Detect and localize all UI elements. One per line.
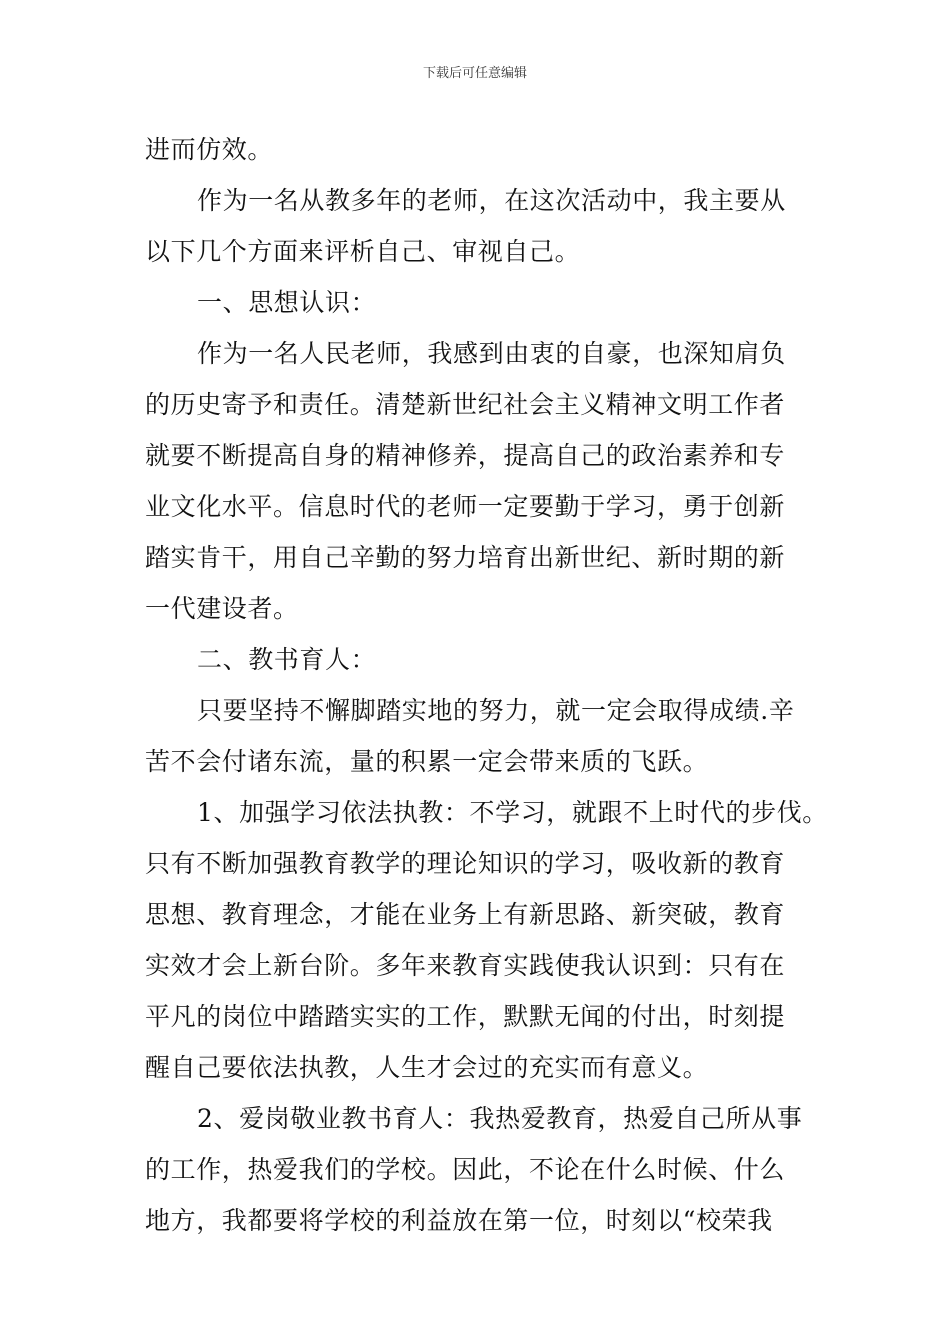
section-heading-thought: 一、思想认识：: [197, 288, 377, 317]
document-body: [145, 124, 828, 1246]
paragraph-start-line: 作为一名从教多年的老师，在这次活动中，我主要从: [197, 186, 786, 215]
text-line: 进而仿效。: [145, 135, 274, 164]
section-heading-teaching: 二、教书育人：: [197, 645, 377, 674]
paragraph-start-line: 只要坚持不懈脚踏实地的努力，就一定会取得成绩.辛: [197, 696, 795, 725]
text-line: 实效才会上新台阶。多年来教育实践使我认识到：只有在: [145, 951, 786, 980]
paragraph-start-line: 1、加强学习依法执教：不学习，就跟不上时代的步伐。: [197, 798, 828, 827]
text-line: 的工作，热爱我们的学校。因此，不论在什么时候、什么: [145, 1155, 786, 1184]
text-line: 的历史寄予和责任。清楚新世纪社会主义精神文明工作者: [145, 390, 786, 419]
text-line: 踏实肯干，用自己辛勤的努力培育出新世纪、新时期的新: [145, 543, 786, 572]
text-line: 思想、教育理念，才能在业务上有新思路、新突破，教育: [145, 900, 786, 929]
page-header: 下载后可任意编辑: [422, 66, 527, 81]
text-line: 以下几个方面来评析自己、审视自己。: [145, 237, 581, 266]
text-line: 业文化水平。信息时代的老师一定要勤于学习，勇于创新: [145, 492, 786, 521]
paragraph-start-line: 2、爱岗敬业教书育人：我热爱教育，热爱自己所从事: [197, 1104, 803, 1133]
paragraph-start-line: 作为一名人民老师，我感到由衷的自豪，也深知肩负: [197, 339, 786, 368]
text-line: 地方，我都要将学校的利益放在第一位，时刻以“校荣我: [145, 1206, 773, 1235]
text-line: 就要不断提高自身的精神修养，提高自己的政治素养和专: [145, 441, 786, 470]
text-line: 苦不会付诸东流，量的积累一定会带来质的飞跃。: [145, 747, 709, 776]
text-line: 一代建设者。: [145, 594, 299, 623]
text-line: 只有不断加强教育教学的理论知识的学习，吸收新的教育: [145, 849, 786, 878]
text-line: 醒自己要依法执教，人生才会过的充实而有意义。: [145, 1053, 709, 1082]
text-line: 平凡的岗位中踏踏实实的工作，默默无闻的付出，时刻提: [145, 1002, 786, 1031]
